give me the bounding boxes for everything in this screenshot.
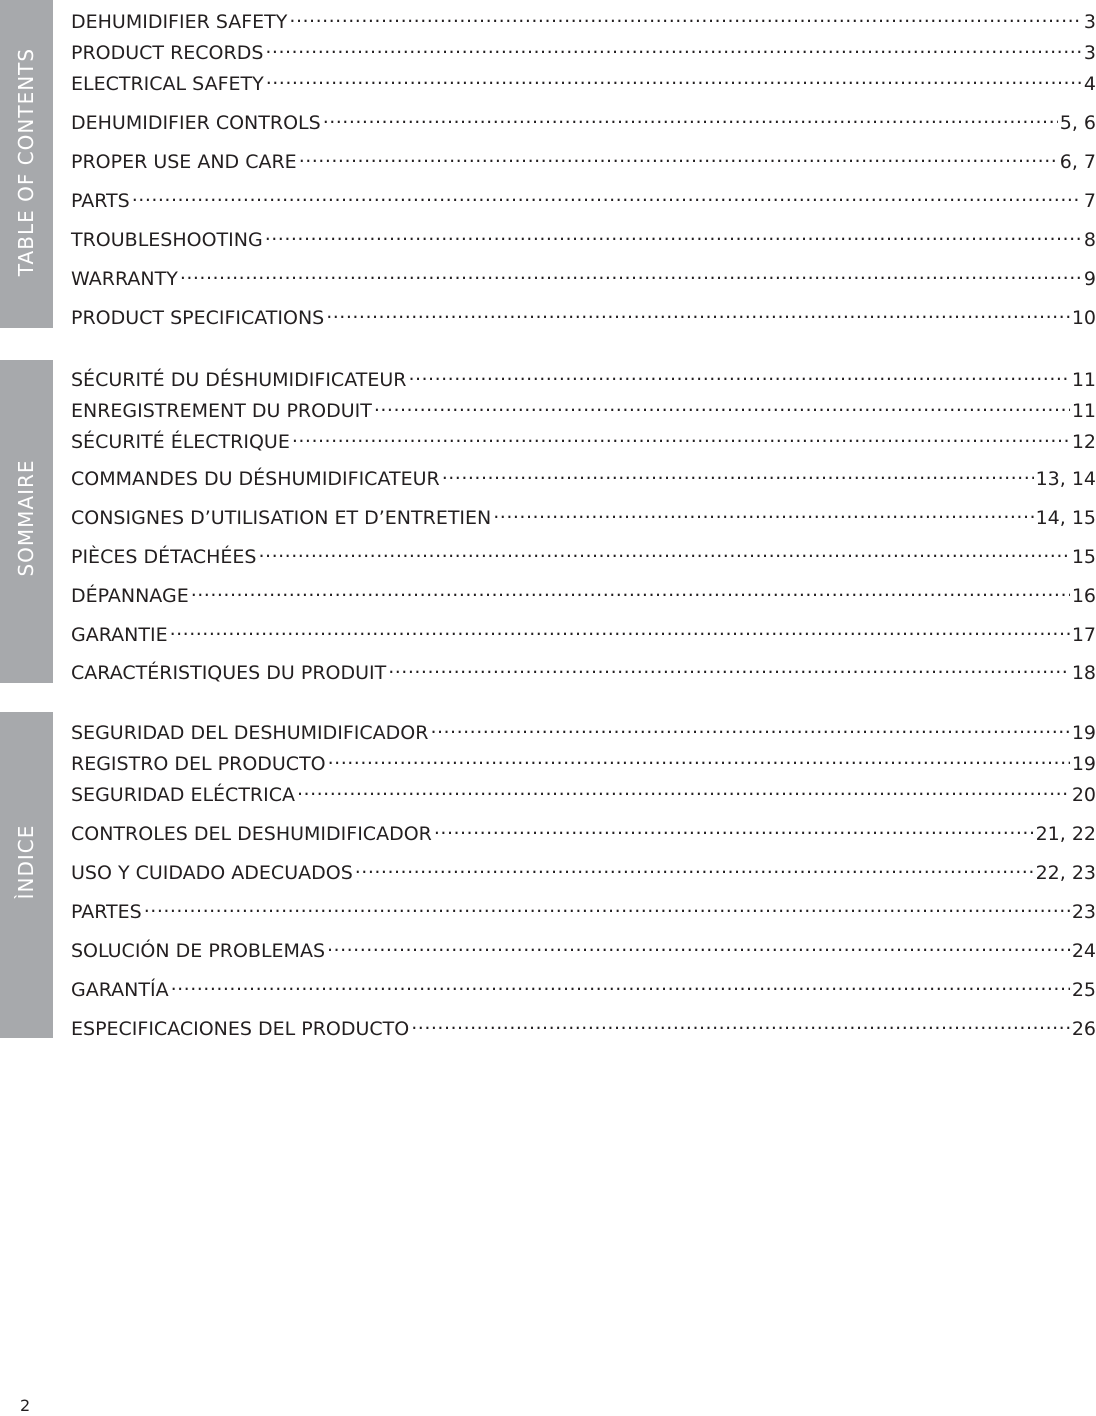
toc-entry-title: SEGURIDAD ELÉCTRICA xyxy=(71,784,296,806)
toc-entry-title: ENREGISTREMENT DU PRODUIT xyxy=(71,400,372,422)
toc-entry-title: PARTES xyxy=(71,901,142,923)
dot-leader xyxy=(292,424,1070,448)
toc-entry-title: SOLUCIÓN DE PROBLEMAS xyxy=(71,940,326,962)
toc-entry[interactable] xyxy=(71,261,1096,291)
toc-entry-page: 5, 6 xyxy=(1059,112,1096,134)
dot-leader xyxy=(132,183,1082,207)
dot-leader xyxy=(297,777,1070,801)
toc-entry[interactable] xyxy=(71,972,1096,1002)
toc-entry-page: 10 xyxy=(1071,307,1096,329)
toc-entry[interactable] xyxy=(71,362,1096,392)
toc-entry[interactable] xyxy=(71,715,1096,745)
toc-entry[interactable] xyxy=(71,300,1096,330)
toc-entry[interactable] xyxy=(71,105,1096,135)
toc-entry[interactable] xyxy=(71,655,1096,685)
section-tab xyxy=(0,712,53,1038)
toc-entry-title: WARRANTY xyxy=(71,268,178,290)
dot-leader xyxy=(411,1011,1070,1035)
dot-leader xyxy=(355,855,1034,879)
toc-entry[interactable] xyxy=(71,617,1096,647)
toc-entry-title: USO Y CUIDADO ADECUADOS xyxy=(71,862,353,884)
section-tab-label: ÌNDICE xyxy=(14,824,38,900)
toc-entry-page: 19 xyxy=(1071,753,1096,775)
toc-entry-title: SÉCURITÉ ÉLECTRIQUE xyxy=(71,431,290,453)
section-tab-label: SOMMAIRE xyxy=(14,459,38,577)
toc-entry[interactable] xyxy=(71,35,1096,65)
section-table-of-contents xyxy=(0,0,1096,330)
toc-entry-title: SÉCURITÉ DU DÉSHUMIDIFICATEUR xyxy=(71,369,407,391)
section-tab xyxy=(0,0,53,328)
toc-entry-page: 22, 23 xyxy=(1035,862,1096,884)
toc-entry-title: DÉPANNAGE xyxy=(71,585,189,607)
toc-entry-title: CONSIGNES D’UTILISATION ET D’ENTRETIEN xyxy=(71,507,492,529)
section-tab-label: TABLE OF CONTENTS xyxy=(14,47,38,277)
dot-leader xyxy=(442,461,1034,485)
toc-entry-title: ELECTRICAL SAFETY xyxy=(71,73,264,95)
toc-entry[interactable] xyxy=(71,500,1096,530)
dot-leader xyxy=(180,261,1082,285)
toc-entry-page: 20 xyxy=(1071,784,1096,806)
toc-entry-page: 13, 14 xyxy=(1035,468,1096,490)
dot-leader xyxy=(299,144,1058,168)
dot-leader xyxy=(328,746,1070,770)
dot-leader xyxy=(434,816,1034,840)
toc-entry[interactable] xyxy=(71,746,1096,776)
dot-leader xyxy=(323,105,1058,129)
section-sommaire xyxy=(0,360,1096,685)
toc-entry[interactable] xyxy=(71,183,1096,213)
toc-entry-title: REGISTRO DEL PRODUCTO xyxy=(71,753,326,775)
toc-entry-title: COMMANDES DU DÉSHUMIDIFICATEUR xyxy=(71,468,440,490)
section-indice xyxy=(0,712,1096,1040)
dot-leader xyxy=(144,894,1070,918)
toc-entry[interactable] xyxy=(71,578,1096,608)
toc-entry[interactable] xyxy=(71,144,1096,174)
toc-entry-page: 8 xyxy=(1083,229,1096,251)
dot-leader xyxy=(327,933,1070,957)
dot-leader xyxy=(408,362,1069,386)
toc-entry-page: 3 xyxy=(1083,11,1096,33)
toc-entry-page: 19 xyxy=(1071,722,1096,744)
toc-entry-title: GARANTÍA xyxy=(71,979,169,1001)
toc-entry-title: GARANTIE xyxy=(71,624,168,646)
dot-leader xyxy=(388,655,1070,679)
toc-entry-page: 9 xyxy=(1083,268,1096,290)
toc-entry-title: PROPER USE AND CARE xyxy=(71,151,297,173)
dot-leader xyxy=(171,972,1070,996)
dot-leader xyxy=(191,578,1070,602)
toc-entry-page: 3 xyxy=(1083,42,1096,64)
dot-leader xyxy=(326,300,1070,324)
toc-entry-page: 17 xyxy=(1071,624,1096,646)
dot-leader xyxy=(493,500,1033,524)
toc-entry-page: 21, 22 xyxy=(1035,823,1096,845)
toc-entry-title: PIÈCES DÉTACHÉES xyxy=(71,546,257,568)
toc-entry-page: 24 xyxy=(1071,940,1096,962)
toc-entry-title: DEHUMIDIFIER CONTROLS xyxy=(71,112,321,134)
toc-entry[interactable] xyxy=(71,777,1096,807)
toc-entry-page: 16 xyxy=(1071,585,1096,607)
dot-leader xyxy=(265,35,1082,59)
toc-entry-page: 4 xyxy=(1083,73,1096,95)
toc-entry-page: 11 xyxy=(1071,400,1096,422)
toc-entry[interactable] xyxy=(71,1011,1096,1041)
toc-entry[interactable] xyxy=(71,4,1096,34)
toc-entry[interactable] xyxy=(71,461,1096,491)
toc-entry-page: 15 xyxy=(1071,546,1096,568)
toc-entry-page: 11 xyxy=(1071,369,1096,391)
toc-entry[interactable] xyxy=(71,222,1096,252)
toc-entry[interactable] xyxy=(71,393,1096,423)
toc-entry[interactable] xyxy=(71,539,1096,569)
dot-leader xyxy=(266,66,1082,90)
toc-entry-title: PRODUCT RECORDS xyxy=(71,42,264,64)
toc-entry[interactable] xyxy=(71,816,1096,846)
toc-entry-page: 26 xyxy=(1071,1018,1096,1040)
toc-entry-page: 23 xyxy=(1071,901,1096,923)
dot-leader xyxy=(265,222,1082,246)
section-tab xyxy=(0,360,53,683)
toc-entry[interactable] xyxy=(71,855,1096,885)
toc-entry[interactable] xyxy=(71,66,1096,96)
dot-leader xyxy=(374,393,1070,417)
dot-leader xyxy=(170,617,1070,641)
dot-leader xyxy=(259,539,1070,563)
toc-entry-title: ESPECIFICACIONES DEL PRODUCTO xyxy=(71,1018,410,1040)
toc-entry-title: PARTS xyxy=(71,190,130,212)
page-number: 2 xyxy=(20,1396,31,1415)
toc-entry-title: DEHUMIDIFIER SAFETY xyxy=(71,11,288,33)
toc-entry-page: 25 xyxy=(1071,979,1096,1001)
toc-entry-title: CARACTÉRISTIQUES DU PRODUIT xyxy=(71,662,387,684)
toc-entry-page: 12 xyxy=(1071,431,1096,453)
toc-entry-title: CONTROLES DEL DESHUMIDIFICADOR xyxy=(71,823,432,845)
toc-entry-page: 14, 15 xyxy=(1035,507,1096,529)
toc-entry-page: 6, 7 xyxy=(1059,151,1096,173)
toc-entry-page: 18 xyxy=(1071,662,1096,684)
toc-entry[interactable] xyxy=(71,894,1096,924)
toc-entry-page: 7 xyxy=(1083,190,1096,212)
toc-entry[interactable] xyxy=(71,933,1096,963)
dot-leader xyxy=(289,4,1082,28)
toc-entry-title: SEGURIDAD DEL DESHUMIDIFICADOR xyxy=(71,722,429,744)
toc-entry-title: TROUBLESHOOTING xyxy=(71,229,263,251)
toc-entry-title: PRODUCT SPECIFICATIONS xyxy=(71,307,325,329)
toc-entry[interactable] xyxy=(71,424,1096,454)
dot-leader xyxy=(430,715,1069,739)
